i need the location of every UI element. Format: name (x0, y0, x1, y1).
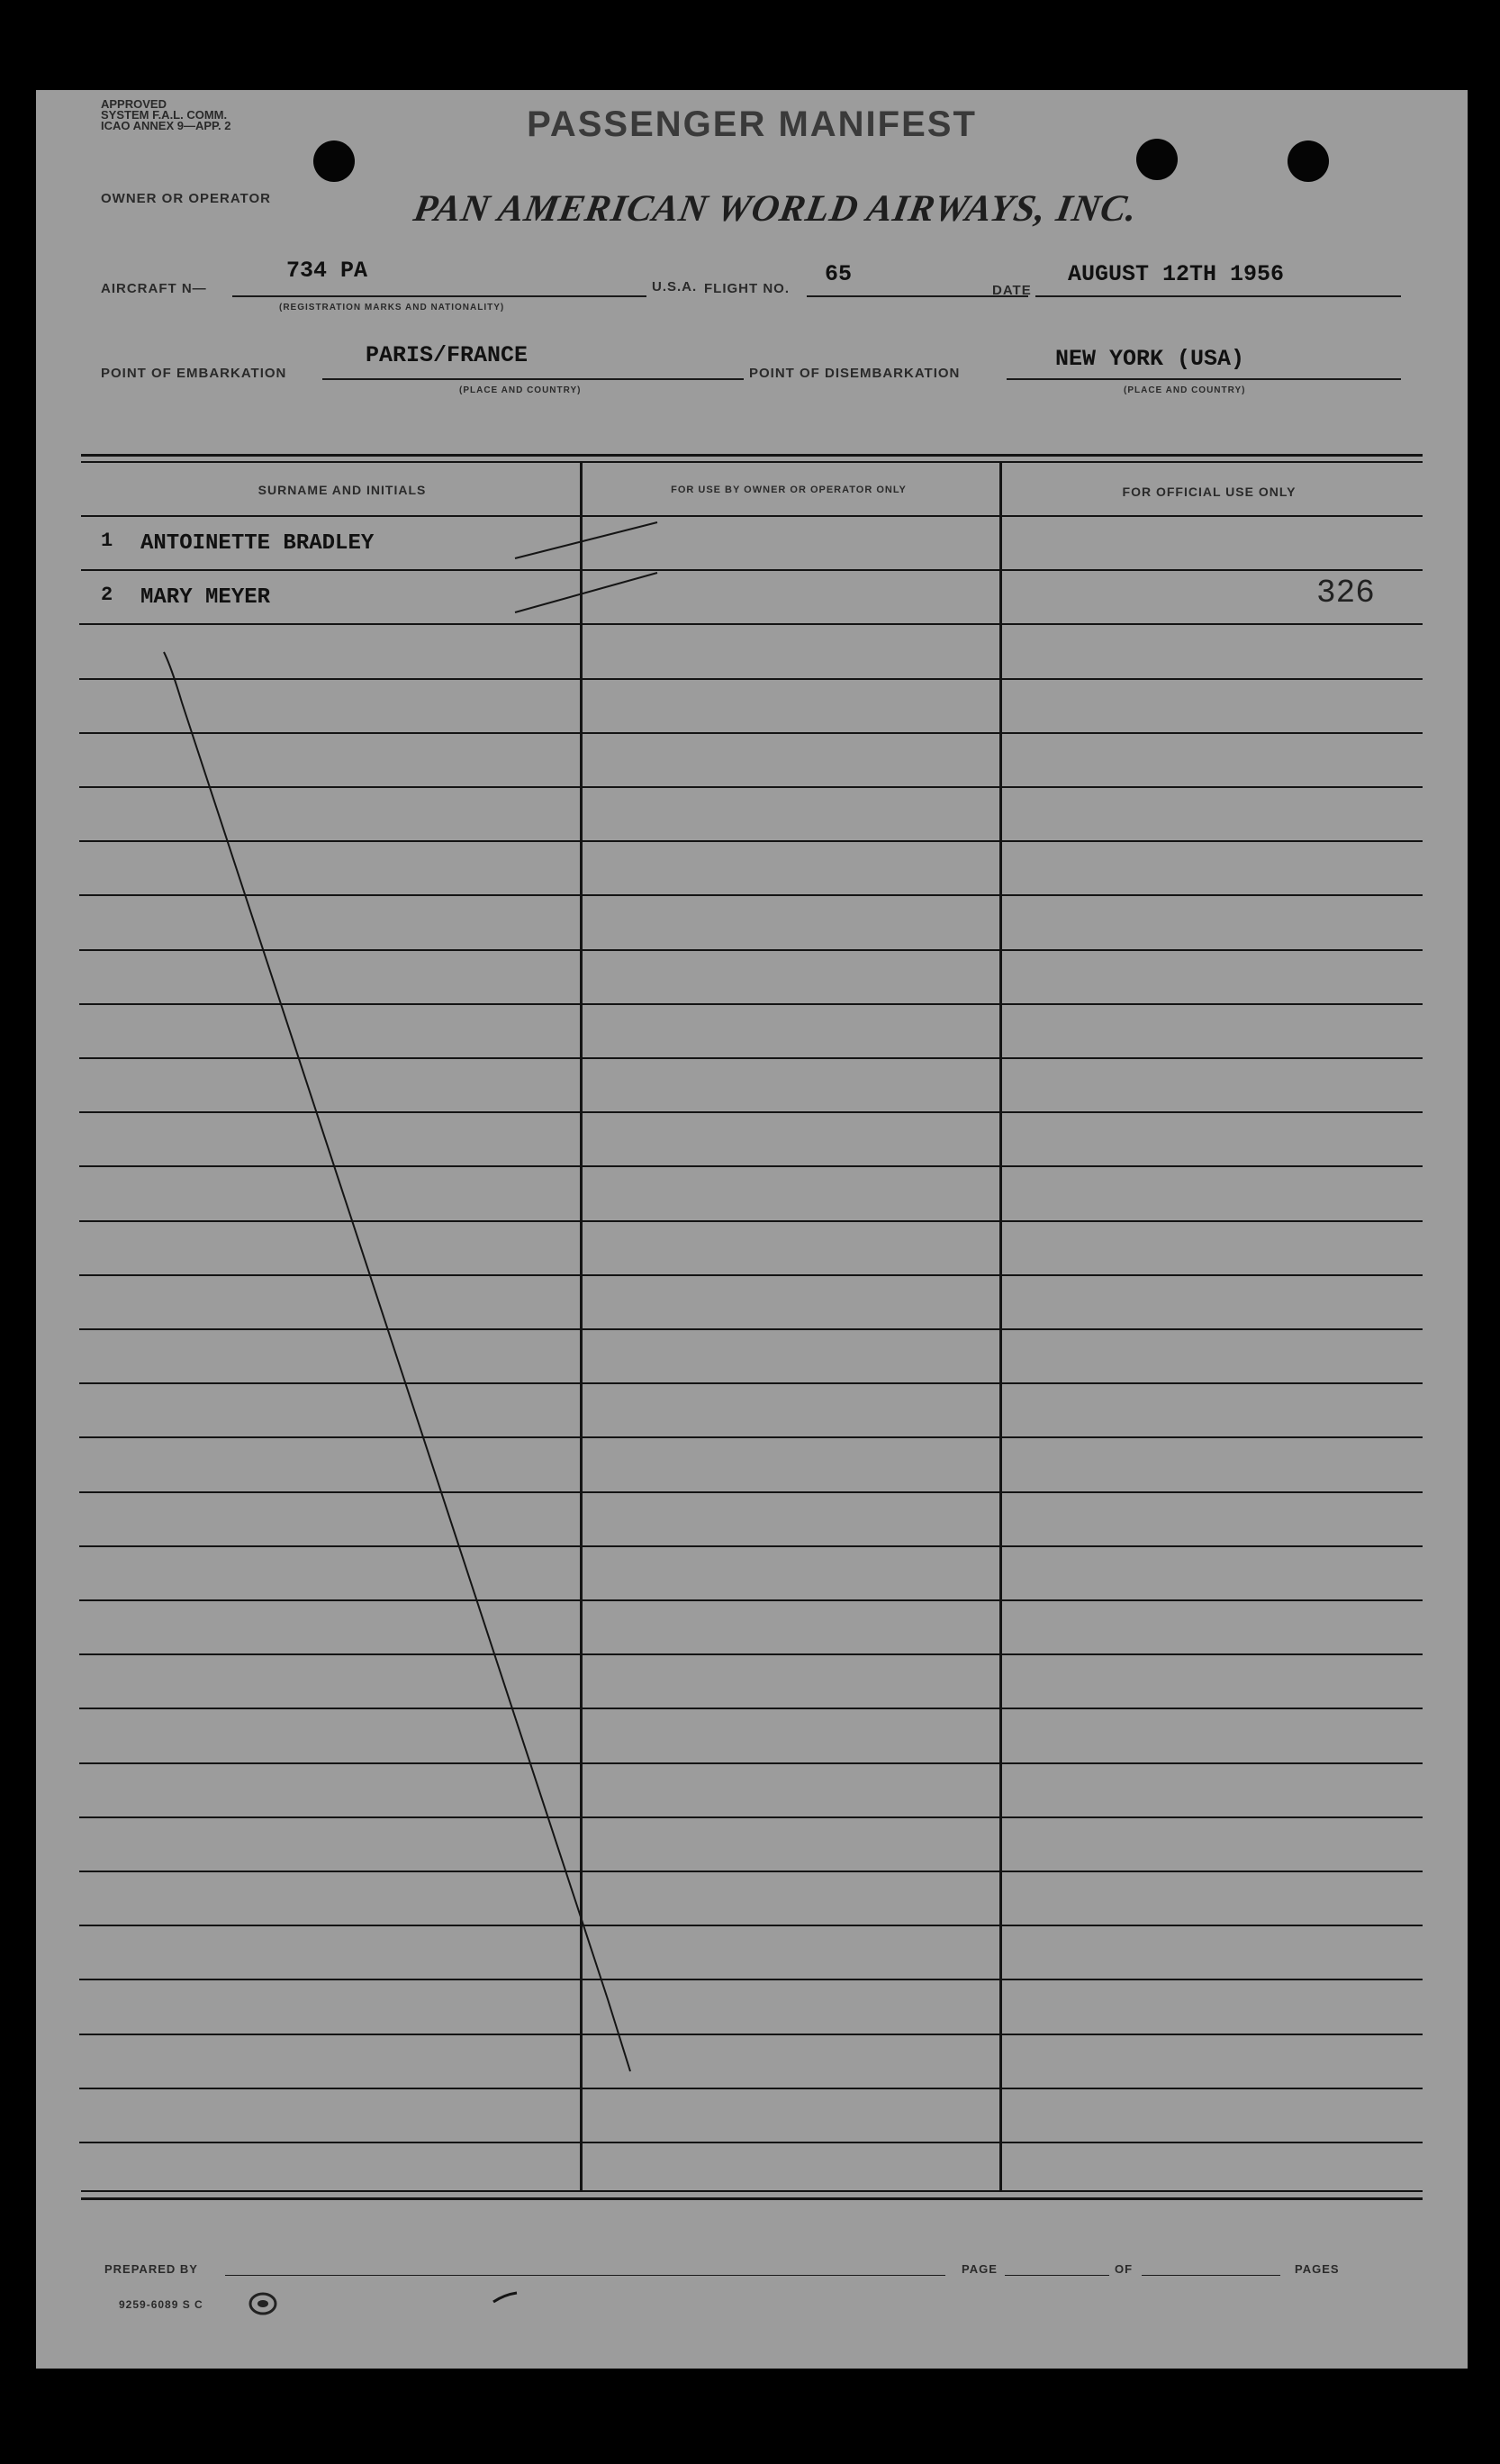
embarkation-label: POINT OF EMBARKATION (101, 366, 287, 381)
pen-marks (36, 90, 1468, 2369)
column-header-official: FOR OFFICIAL USE ONLY (1122, 485, 1297, 499)
passenger-number: 2 (101, 584, 113, 606)
prepared-by-line (225, 2275, 945, 2276)
date-value: AUGUST 12TH 1956 (1068, 261, 1285, 287)
form-number: 9259-6089 S C (119, 2298, 203, 2311)
approval-line: APPROVED (101, 97, 167, 111)
disembarkation-value: NEW YORK (USA) (1055, 346, 1245, 372)
prepared-by-label: PREPARED BY (104, 2262, 198, 2276)
page-line (1005, 2275, 1109, 2276)
pen-stroke (515, 573, 657, 612)
page-label: PAGE (962, 2262, 998, 2276)
of-label: OF (1115, 2262, 1134, 2276)
flight-value: 65 (825, 261, 853, 287)
column-header-operator: FOR USE BY OWNER OR OPERATOR ONLY (671, 485, 907, 495)
owner-label: OWNER OR OPERATOR (101, 191, 271, 206)
official-number: 326 (1316, 575, 1375, 611)
passenger-name: MARY MEYER (140, 585, 271, 610)
approval-line: ICAO ANNEX 9—APP. 2 (101, 119, 231, 132)
page-title: PASSENGER MANIFEST (527, 104, 977, 144)
aircraft-value: 734 PA (286, 258, 368, 284)
column-header-surname: SURNAME AND INITIALS (258, 483, 427, 497)
embarkation-value: PARIS/FRANCE (366, 342, 529, 368)
embarkation-caption: (PLACE AND COUNTRY) (459, 385, 582, 395)
pen-stroke (493, 2293, 517, 2302)
table-bottom-rule (81, 2197, 1423, 2200)
flight-label: FLIGHT NO. (704, 281, 790, 296)
passenger-number: 1 (101, 530, 113, 552)
manifest-sheet (36, 90, 1468, 2369)
country-label: U.S.A. (652, 279, 698, 294)
date-label: DATE (992, 283, 1032, 298)
pen-stroke (164, 652, 630, 2071)
union-label-icon (248, 2291, 277, 2316)
passenger-name: ANTOINETTE BRADLEY (140, 531, 375, 556)
pen-stroke (515, 522, 657, 558)
of-line (1142, 2275, 1280, 2276)
approval-line: SYSTEM F.A.L. COMM. (101, 108, 228, 122)
pages-label: PAGES (1295, 2262, 1340, 2276)
registration-caption: (REGISTRATION MARKS AND NATIONALITY) (279, 303, 505, 313)
table-bottom-rule (81, 2190, 1423, 2192)
disembarkation-label: POINT OF DISEMBARKATION (749, 366, 961, 381)
owner-value: PAN AMERICAN WORLD AIRWAYS, INC. (410, 188, 1142, 230)
disembarkation-caption: (PLACE AND COUNTRY) (1124, 385, 1246, 395)
aircraft-label: AIRCRAFT N— (101, 281, 207, 296)
